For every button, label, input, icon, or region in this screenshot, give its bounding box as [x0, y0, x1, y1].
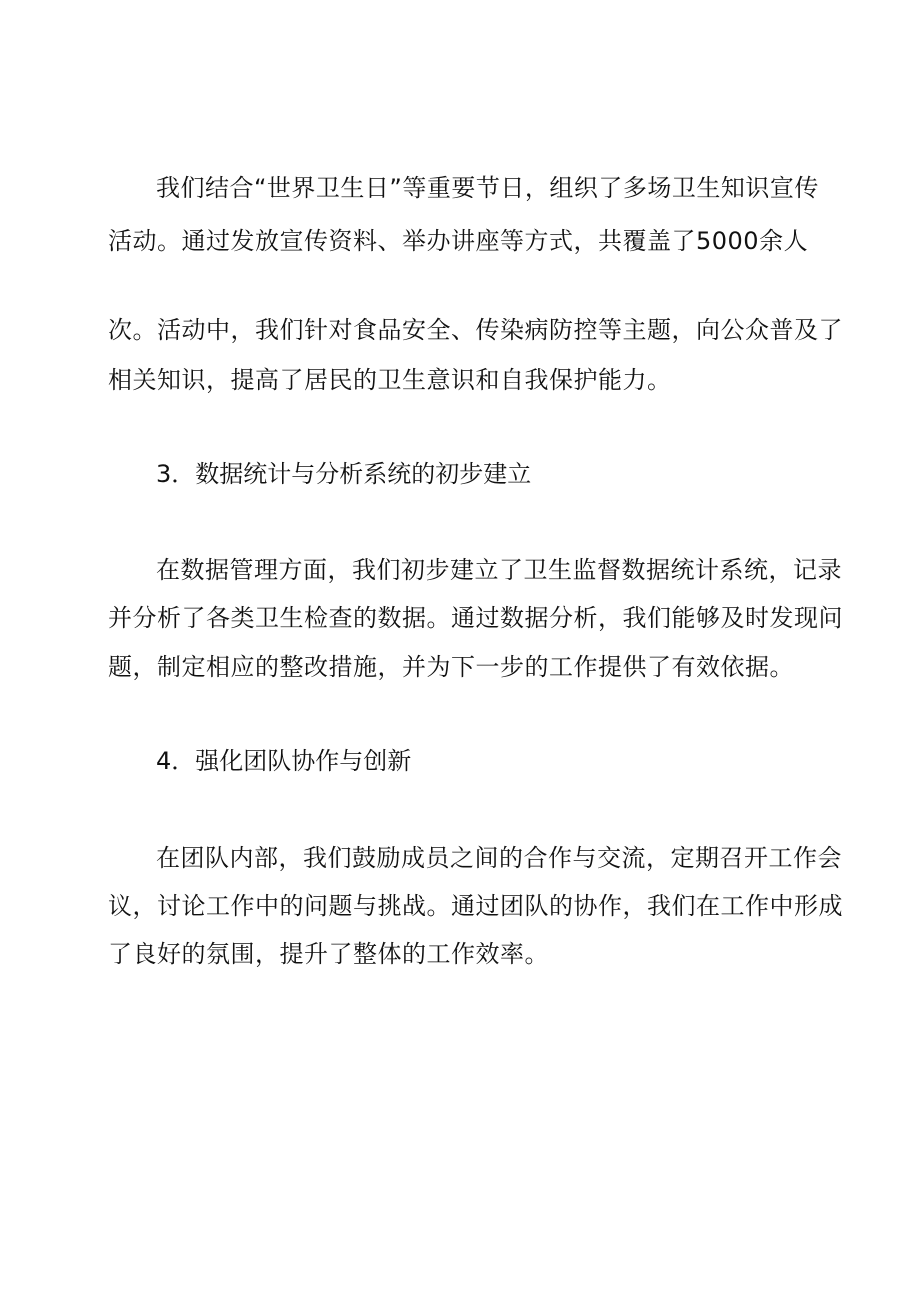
paragraph-2-line-2: 并分析了各类卫生检查的数据。通过数据分析，我们能够及时发现问 [108, 604, 843, 632]
paragraph-1-line-4: 相关知识，提高了居民的卫生意识和自我保护能力。 [108, 366, 672, 394]
paragraph-1-line-1: 我们结合“世界卫生日”等重要节日，组织了多场卫生知识宣传 [156, 174, 819, 202]
section-3-heading: 3．数据统计与分析系统的初步建立 [156, 460, 532, 488]
paragraph-1-line-2: 活动。通过发放宣传资料、举办讲座等方式，共覆盖了5000余人 [108, 227, 809, 255]
section-4-heading: 4．强化团队协作与创新 [156, 747, 412, 775]
paragraph-3-line-3: 了良好的氛围，提升了整体的工作效率。 [108, 940, 549, 968]
paragraph-3-line-1: 在团队内部，我们鼓励成员之间的合作与交流，定期召开工作会 [156, 844, 842, 872]
paragraph-3-line-2: 议，讨论工作中的问题与挑战。通过团队的协作，我们在工作中形成 [108, 892, 843, 920]
paragraph-2-line-1: 在数据管理方面，我们初步建立了卫生监督数据统计系统，记录 [156, 556, 842, 584]
paragraph-1-line-3: 次。活动中，我们针对食品安全、传染病防控等主题，向公众普及了 [108, 316, 843, 344]
paragraph-2-line-3: 题，制定相应的整改措施，并为下一步的工作提供了有效依据。 [108, 653, 794, 681]
